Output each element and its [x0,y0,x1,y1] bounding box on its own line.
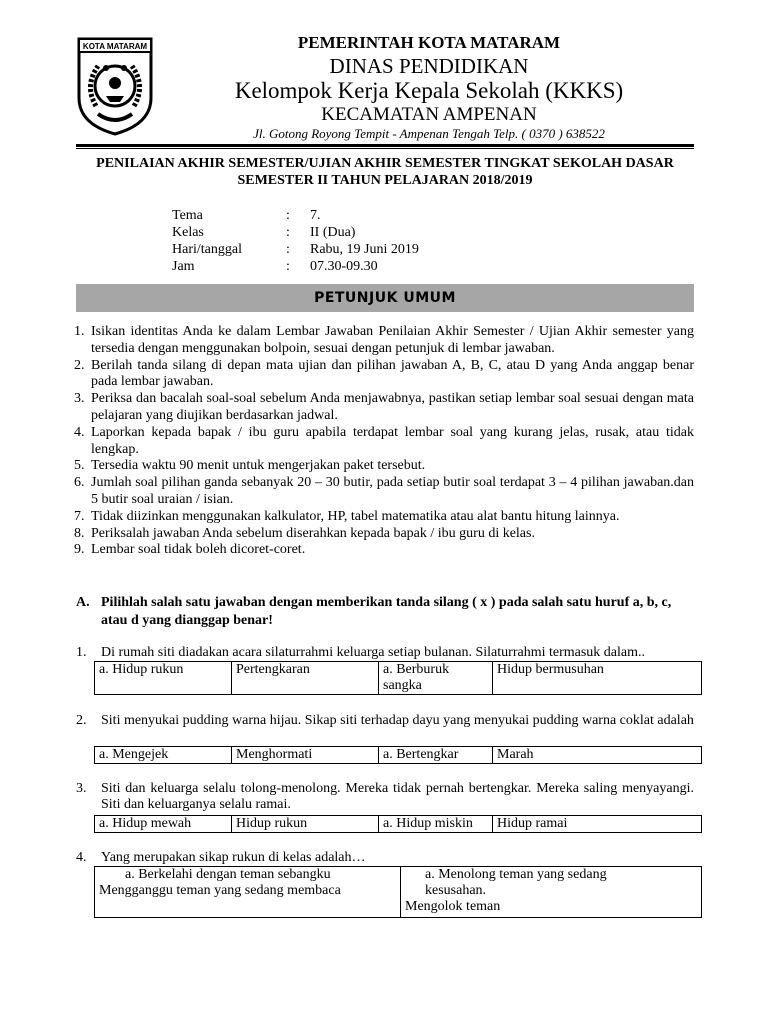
instruction-number: 4. [74,424,85,440]
header-government: PEMERINTAH KOTA MATARAM [297,33,561,52]
identity-label: Hari/tanggal [172,242,242,257]
section-a-heading [76,594,694,630]
instruction-text: Jumlah soal pilihan ganda sebanyak 20 – 30 butir, pada setiap butir soal terdapat 3 – 4 pilihan jawaban.dan 5 butir soal uraian / isian. [91,475,694,507]
header-address: Jl. Gotong Royong Tempit - Ampenan Tengah Telp. ( 0370 ) 638522 [253,126,605,141]
option-line[interactable]: Mengolok teman [405,899,501,914]
option-line[interactable]: Mengganggu teman yang sedang membaca [99,883,341,898]
instruction-item [74,391,694,425]
question-number: 4. [76,850,87,865]
instruction-item [74,458,694,475]
instructions-list [74,324,694,559]
question-4-options [94,866,702,918]
instruction-number: 1. [74,324,85,339]
option-cell-group-right [401,867,702,918]
question-2-options [94,746,702,764]
option-cell[interactable]: Hidup rukun [232,816,379,833]
option-cell-group-left [95,867,401,918]
instruction-item [74,526,694,543]
option-cell[interactable]: a. Hidup rukun [95,662,232,695]
identity-label: Jam [172,259,195,274]
identity-sep: : [286,225,290,240]
identity-label: Kelas [172,225,204,240]
exam-title-line2: SEMESTER II TAHUN PELAJARAN 2018/2019 [237,173,533,188]
question-number: 2. [76,713,87,728]
instruction-text: Berilah tanda silang di depan mata ujian dan pilihan jawaban A, B, C, atau D yang Anda anggap benar pada lembar jawaban. [91,357,694,390]
question-text: Siti menyukai pudding warna hijau. Sikap siti terhadap dayu yang menyukai pudding warna coklat adalah [101,713,694,728]
instruction-text: Tidak diizinkan menggunakan kalkulator, HP, tabel matematika atau alat bantu hitung lainnya. [91,508,620,524]
instruction-number: 8. [74,525,85,541]
question-1-options [94,661,702,695]
instruction-number: 9. [74,542,85,558]
question-number: 1. [76,645,87,660]
option-cell[interactable]: Marah [493,747,702,764]
question-3 [76,781,694,813]
header-divider-thick [76,144,694,147]
instruction-text: Lembar soal tidak boleh dicoret-coret. [91,542,306,558]
instruction-number: 3. [74,391,85,407]
instruction-text: Laporkan kepada bapak / ibu guru apabila terdapat lembar soal yang kurang jelas, rusak, atau tidak lengkap. [91,424,694,457]
question-3-options [94,815,702,833]
header-district: KECAMATAN AMPENAN [321,104,537,125]
question-4 [76,850,706,866]
option-line[interactable]: a. Menolong teman yang sedang kesusahan. [425,867,607,898]
section-a-letter: A. [76,595,90,610]
instruction-item [74,358,694,392]
question-number: 3. [76,781,87,796]
identity-sep: : [286,242,290,257]
option-cell[interactable]: a. Hidup mewah [95,816,232,833]
instruction-item [74,475,694,509]
option-cell[interactable]: Menghormati [232,747,379,764]
kota-mataram-logo [76,36,154,136]
instruction-text: Tersedia waktu 90 menit untuk mengerjakan paket tersebut. [91,458,426,474]
identity-value: 07.30-09.30 [310,259,378,274]
question-2 [76,713,706,729]
identity-label: Tema [172,208,203,223]
instruction-item [74,324,694,358]
option-cell[interactable]: a. Hidup miskin [379,816,493,833]
instruction-number: 2. [74,357,85,373]
instruction-text: Periksalah jawaban Anda sebelum diserahkan kepada bapak / ibu guru di kelas. [91,525,535,541]
header-department: DINAS PENDIDIKAN [329,54,529,78]
exam-title [80,155,690,189]
instruction-number: 7. [74,508,85,524]
instruction-item [74,509,694,526]
option-cell[interactable]: a. Bertengkar [379,747,493,764]
identity-value: II (Dua) [310,225,356,240]
instruction-number: 5. [74,458,85,474]
option-cell[interactable]: Hidup bermusuhan [493,662,702,695]
question-text: Di rumah siti diadakan acara silaturrahmi keluarga setiap bulanan. Silaturrahmi termasuk dalam.. [101,645,646,660]
identity-sep: : [286,259,290,274]
option-cell[interactable]: Pertengkaran [232,662,379,695]
instruction-item [74,542,694,559]
identity-value: 7. [310,208,321,223]
logo-text: KOTA MATARAM [82,42,148,51]
option-cell[interactable]: a. Mengejek [95,747,232,764]
question-text: Yang merupakan sikap rukun di kelas adalah… [101,850,366,865]
instruction-item [74,425,694,459]
instruction-text: Isikan identitas Anda ke dalam Lembar Jawaban Penilaian Akhir Semester / Ujian Akhir semester yang tersedia dengan menggunakan bolpoin, sesuai dengan petunjuk di lembar jawaban. [91,324,694,356]
option-cell[interactable]: Hidup ramai [493,816,702,833]
identity-sep: : [286,208,290,223]
option-line[interactable]: a. Berkelahi dengan teman sebangku [125,867,331,882]
identity-value: Rabu, 19 Juni 2019 [310,242,419,257]
exam-title-line1: PENILAIAN AKHIR SEMESTER/UJIAN AKHIR SEMESTER TINGKAT SEKOLAH DASAR [96,156,674,171]
instruction-text: Periksa dan bacalah soal-soal sebelum Anda menjawabnya, pastikan setiap lembar soal sesuai dengan mata pelajaran yang diujikan berdasarkan jadwal. [91,391,694,423]
instruction-number: 6. [74,475,85,491]
header-divider-thin [76,148,694,149]
section-a-instruction: Pilihlah salah satu jawaban dengan memberikan tanda silang ( x ) pada salah satu huruf a, b, c, atau d yang dianggap benar! [101,595,672,628]
question-text: Siti dan keluarga selalu tolong-menolong. Mereka tidak pernah bertengkar. Mereka saling menyayangi. Siti dan keluarganya selalu ramai. [101,781,694,812]
question-1 [76,645,706,661]
option-cell[interactable]: a. Berburuk sangka [379,662,493,695]
header-organization: Kelompok Kerja Kepala Sekolah (KKKS) [234,78,624,103]
general-instructions-banner: PETUNJUK UMUM [76,284,694,312]
